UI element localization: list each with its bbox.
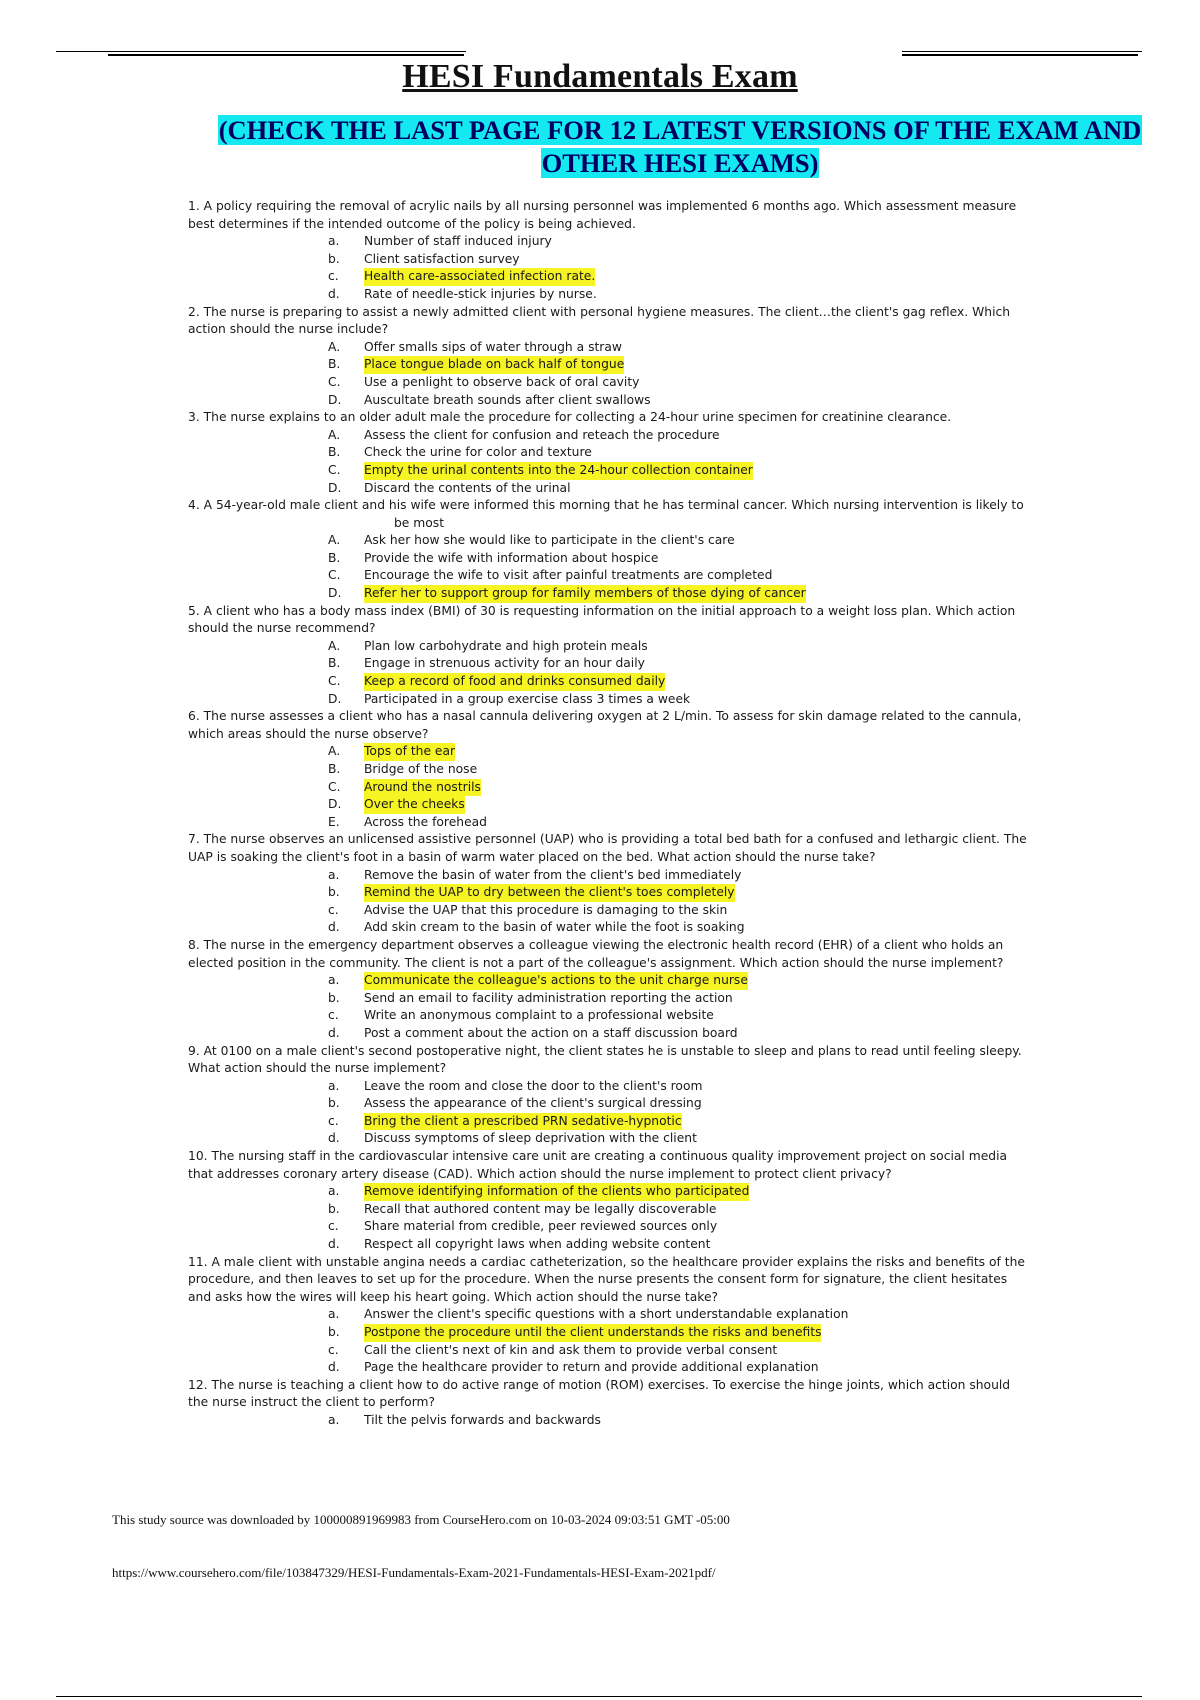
option-text: Remove the basin of water from the client's bed immediately xyxy=(364,867,742,882)
answer-option xyxy=(188,567,1028,585)
option-letter: E. xyxy=(328,814,340,829)
question-stem-continuation: be most xyxy=(394,515,445,530)
option-text-highlighted: Over the cheeks xyxy=(364,796,465,814)
answer-option xyxy=(188,1359,1028,1377)
option-letter: b. xyxy=(328,990,340,1005)
option-text: Call the client's next of kin and ask them to provide verbal consent xyxy=(364,1342,778,1357)
answer-option xyxy=(188,356,1028,374)
answer-option xyxy=(188,919,1028,937)
option-text-highlighted: Around the nostrils xyxy=(364,779,481,797)
option-letter: a. xyxy=(328,1078,340,1093)
option-text: Assess the appearance of the client's surgical dressing xyxy=(364,1096,702,1111)
answer-option xyxy=(188,1078,1028,1096)
option-text-highlighted: Communicate the colleague's actions to the unit charge nurse xyxy=(364,972,748,990)
answer-option xyxy=(188,268,1028,286)
question-stem: 12. The nurse is teaching a client how to do active range of motion (ROM) exercises. To exercise the hinge joints, which action should the nurse instruct the client to perform? xyxy=(188,1377,1011,1410)
option-letter: D. xyxy=(328,392,342,407)
option-letter: a. xyxy=(328,973,340,988)
option-letter: c. xyxy=(328,1342,339,1357)
question-stem: 5. A client who has a body mass index (BMI) of 30 is requesting information on the initial approach to a weight loss plan. Which action should the nurse recommend? xyxy=(188,603,1016,636)
option-letter: D. xyxy=(328,691,342,706)
answer-option xyxy=(188,1130,1028,1148)
top-rule-right-inner xyxy=(902,54,1138,56)
question-block xyxy=(188,497,1028,603)
answer-option xyxy=(188,1095,1028,1113)
option-text-highlighted: Remove identifying information of the clients who participated xyxy=(364,1183,749,1201)
answer-option xyxy=(188,550,1028,568)
answer-option xyxy=(188,462,1028,480)
answer-option xyxy=(188,1342,1028,1360)
answer-option xyxy=(188,743,1028,761)
answer-option xyxy=(188,867,1028,885)
option-text-highlighted: Health care-associated infection rate. xyxy=(364,268,595,286)
option-letter: a. xyxy=(328,1307,340,1322)
option-letter: D. xyxy=(328,797,342,812)
question-block xyxy=(188,409,1028,497)
answer-option xyxy=(188,814,1028,832)
option-letter: c. xyxy=(328,269,339,284)
footer-source-url[interactable]: https://www.coursehero.com/file/103847329/HESI-Fundamentals-Exam-2021-Fundamentals-HESI-Exam-2021pdf/ xyxy=(112,1565,716,1580)
answer-option xyxy=(188,673,1028,691)
option-letter: b. xyxy=(328,1096,340,1111)
option-text: Engage in strenuous activity for an hour daily xyxy=(364,656,645,671)
banner-line-1: (CHECK THE LAST PAGE FOR 12 LATEST VERSIONS OF THE EXAM AND xyxy=(218,115,1142,145)
question-block xyxy=(188,708,1028,831)
top-rule-left xyxy=(56,51,466,52)
option-text: Answer the client's specific questions with a short understandable explanation xyxy=(364,1307,849,1322)
option-text-highlighted: Place tongue blade on back half of tongue xyxy=(364,356,624,374)
option-text-highlighted: Bring the client a prescribed PRN sedative-hypnotic xyxy=(364,1113,682,1131)
option-text: Check the urine for color and texture xyxy=(364,445,592,460)
answer-option xyxy=(188,761,1028,779)
option-letter: b. xyxy=(328,1201,340,1216)
answer-option xyxy=(188,1412,1028,1430)
question-stem: 10. The nursing staff in the cardiovascular intensive care unit are creating a continuous quality improvement project on social media that addresses coronary artery disease (CAD). Which action should the nurse implement to protect client privacy? xyxy=(188,1149,1008,1181)
answer-option xyxy=(188,1236,1028,1254)
option-letter: C. xyxy=(328,462,341,477)
question-block xyxy=(188,1043,1028,1149)
option-text: Encourage the wife to visit after painful treatments are completed xyxy=(364,568,773,583)
option-letter: b. xyxy=(328,251,340,266)
answer-option xyxy=(188,1007,1028,1025)
option-letter: b. xyxy=(328,1325,340,1339)
question-block xyxy=(188,937,1028,1043)
option-letter: C. xyxy=(328,779,341,794)
option-letter: d. xyxy=(328,1360,340,1375)
question-stem: 2. The nurse is preparing to assist a newly admitted client with personal hygiene measures. The client…the client's gag reflex. Which action should the nurse include? xyxy=(188,304,1011,337)
option-letter: a. xyxy=(328,234,340,249)
option-text: Plan low carbohydrate and high protein meals xyxy=(364,638,648,653)
option-text-highlighted: Postpone the procedure until the client understands the risks and benefits xyxy=(364,1324,821,1342)
answer-option xyxy=(188,1183,1028,1201)
answer-option xyxy=(188,585,1028,603)
option-text: Client satisfaction survey xyxy=(364,251,520,266)
option-letter: A. xyxy=(328,427,341,442)
top-rule-left-inner xyxy=(108,54,464,56)
option-text-highlighted: Refer her to support group for family members of those dying of cancer xyxy=(364,585,806,603)
footer-source-note: This study source was downloaded by 100000891969983 from CourseHero.com on 10-03-2024 09:03:51 GMT -05:00 xyxy=(112,1512,730,1527)
answer-option xyxy=(188,638,1028,656)
option-letter: B. xyxy=(328,445,341,460)
answer-option xyxy=(188,1218,1028,1236)
option-letter: A. xyxy=(328,744,341,759)
option-letter: C. xyxy=(328,374,341,389)
bottom-rule xyxy=(56,1696,1142,1697)
answer-option xyxy=(188,1113,1028,1131)
answer-option xyxy=(188,1324,1028,1342)
question-block xyxy=(188,603,1028,709)
answer-option xyxy=(188,1201,1028,1219)
option-text: Recall that authored content may be legally discoverable xyxy=(364,1201,717,1216)
answer-option xyxy=(188,884,1028,902)
answer-option xyxy=(188,532,1028,550)
question-stem: 11. A male client with unstable angina needs a cardiac catheterization, so the healthcare provider explains the risks and benefits of the procedure, and then leaves to set up for the procedure. When the nurse presents the consent form for signature, the client hesitates and asks how the wires will keep his heart going. Which action should the nurse take? xyxy=(188,1254,1025,1304)
question-block xyxy=(188,1377,1028,1430)
option-letter: d. xyxy=(328,1131,340,1146)
option-letter: C. xyxy=(328,674,341,689)
option-text: Post a comment about the action on a staff discussion board xyxy=(364,1025,738,1040)
option-text: Write an anonymous complaint to a professional website xyxy=(364,1008,714,1023)
question-stem: 4. A 54-year-old male client and his wife were informed this morning that he has terminal cancer. Which nursing intervention is likely to xyxy=(188,498,1024,513)
option-letter: B. xyxy=(328,550,341,565)
answer-option xyxy=(188,990,1028,1008)
answer-option xyxy=(188,779,1028,797)
option-text: Across the forehead xyxy=(364,814,487,829)
option-text: Rate of needle-stick injuries by nurse. xyxy=(364,286,597,301)
option-text: Share material from credible, peer reviewed sources only xyxy=(364,1219,718,1234)
answer-option xyxy=(188,233,1028,251)
option-letter: d. xyxy=(328,1025,340,1040)
answer-option xyxy=(188,251,1028,269)
option-letter: c. xyxy=(328,1219,339,1234)
option-letter: c. xyxy=(328,902,339,917)
answer-option xyxy=(188,972,1028,990)
option-text: Send an email to facility administration reporting the action xyxy=(364,990,733,1005)
version-banner xyxy=(200,114,1160,180)
option-text: Participated in a group exercise class 3 times a week xyxy=(364,691,691,706)
answer-option xyxy=(188,691,1028,709)
option-letter: a. xyxy=(328,867,340,882)
answer-option xyxy=(188,655,1028,673)
option-text: Add skin cream to the basin of water while the foot is soaking xyxy=(364,920,745,935)
option-letter: d. xyxy=(328,920,340,935)
answer-option xyxy=(188,1306,1028,1324)
answer-option xyxy=(188,339,1028,357)
option-text-highlighted: Tops of the ear xyxy=(364,743,455,761)
answer-option xyxy=(188,480,1028,498)
option-letter: C. xyxy=(328,568,341,583)
question-stem: 7. The nurse observes an unlicensed assistive personnel (UAP) who is providing a total bed bath for a confused and lethargic client. The UAP is soaking the client's foot in a basin of warm water placed on the bed. What action should the nurse take? xyxy=(188,832,1027,864)
option-text: Advise the UAP that this procedure is damaging to the skin xyxy=(364,902,728,917)
question-block xyxy=(188,831,1028,937)
option-letter: A. xyxy=(328,533,341,548)
option-text: Discuss symptoms of sleep deprivation with the client xyxy=(364,1131,697,1146)
question-block xyxy=(188,1254,1028,1377)
option-text-highlighted: Remind the UAP to dry between the client's toes completely xyxy=(364,884,735,902)
question-block xyxy=(188,198,1028,304)
option-letter: b. xyxy=(328,885,340,900)
question-stem: 8. The nurse in the emergency department observes a colleague viewing the electronic health record (EHR) of a client who holds an elected position in the community. The client is not a part of the colleague's assignment. Which action should the nurse implement? xyxy=(188,937,1004,970)
option-text: Auscultate breath sounds after client swallows xyxy=(364,392,651,407)
option-text: Bridge of the nose xyxy=(364,762,478,776)
option-letter: c. xyxy=(328,1113,339,1128)
question-stem: 3. The nurse explains to an older adult male the procedure for collecting a 24-hour urine specimen for creatinine clearance. xyxy=(188,410,952,425)
option-text: Leave the room and close the door to the client's room xyxy=(364,1078,703,1093)
answer-option xyxy=(188,286,1028,304)
option-text: Provide the wife with information about hospice xyxy=(364,550,659,565)
answer-option xyxy=(188,444,1028,462)
answer-option xyxy=(188,1025,1028,1043)
option-letter: a. xyxy=(328,1412,340,1427)
option-text: Respect all copyright laws when adding website content xyxy=(364,1237,711,1252)
option-letter: D. xyxy=(328,586,342,601)
question-stem: 9. At 0100 on a male client's second postoperative night, the client states he is unstable to sleep and plans to read until feeling sleepy. What action should the nurse implement? xyxy=(188,1043,1022,1076)
option-text: Discard the contents of the urinal xyxy=(364,480,571,495)
option-text: Ask her how she would like to participate in the client's care xyxy=(364,533,735,548)
option-letter: D. xyxy=(328,480,342,495)
answer-option xyxy=(188,427,1028,445)
option-text-highlighted: Empty the urinal contents into the 24-hour collection container xyxy=(364,462,753,480)
option-letter: d. xyxy=(328,286,340,301)
option-letter: c. xyxy=(328,1008,339,1023)
option-letter: B. xyxy=(328,357,341,372)
question-stem: 1. A policy requiring the removal of acrylic nails by all nursing personnel was implemented 6 months ago. Which assessment measure best determines if the intended outcome of the policy is being achieved. xyxy=(188,199,1017,231)
option-text: Assess the client for confusion and reteach the procedure xyxy=(364,427,720,442)
option-letter: A. xyxy=(328,638,341,653)
option-text-highlighted: Keep a record of food and drinks consumed daily xyxy=(364,673,665,691)
question-stem: 6. The nurse assesses a client who has a nasal cannula delivering oxygen at 2 L/min. To assess for skin damage related to the cannula, which areas should the nurse observe? xyxy=(188,709,1022,741)
option-letter: d. xyxy=(328,1237,340,1252)
option-letter: A. xyxy=(328,339,341,354)
answer-option xyxy=(188,796,1028,814)
option-text: Page the healthcare provider to return and provide additional explanation xyxy=(364,1360,819,1375)
option-letter: B. xyxy=(328,656,341,671)
document-title: HESI Fundamentals Exam xyxy=(402,58,798,95)
option-text: Number of staff induced injury xyxy=(364,234,552,249)
answer-option xyxy=(188,902,1028,920)
answer-option xyxy=(188,374,1028,392)
option-letter: a. xyxy=(328,1184,340,1199)
banner-line-2: OTHER HESI EXAMS) xyxy=(541,148,819,178)
question-list xyxy=(188,198,1028,1430)
question-block xyxy=(188,1148,1028,1254)
option-letter: B. xyxy=(328,762,341,776)
question-block xyxy=(188,304,1028,410)
option-text: Use a penlight to observe back of oral cavity xyxy=(364,374,640,389)
answer-option xyxy=(188,392,1028,410)
option-text: Offer smalls sips of water through a straw xyxy=(364,339,622,354)
top-rule-right xyxy=(902,51,1142,52)
option-text: Tilt the pelvis forwards and backwards xyxy=(364,1412,601,1427)
